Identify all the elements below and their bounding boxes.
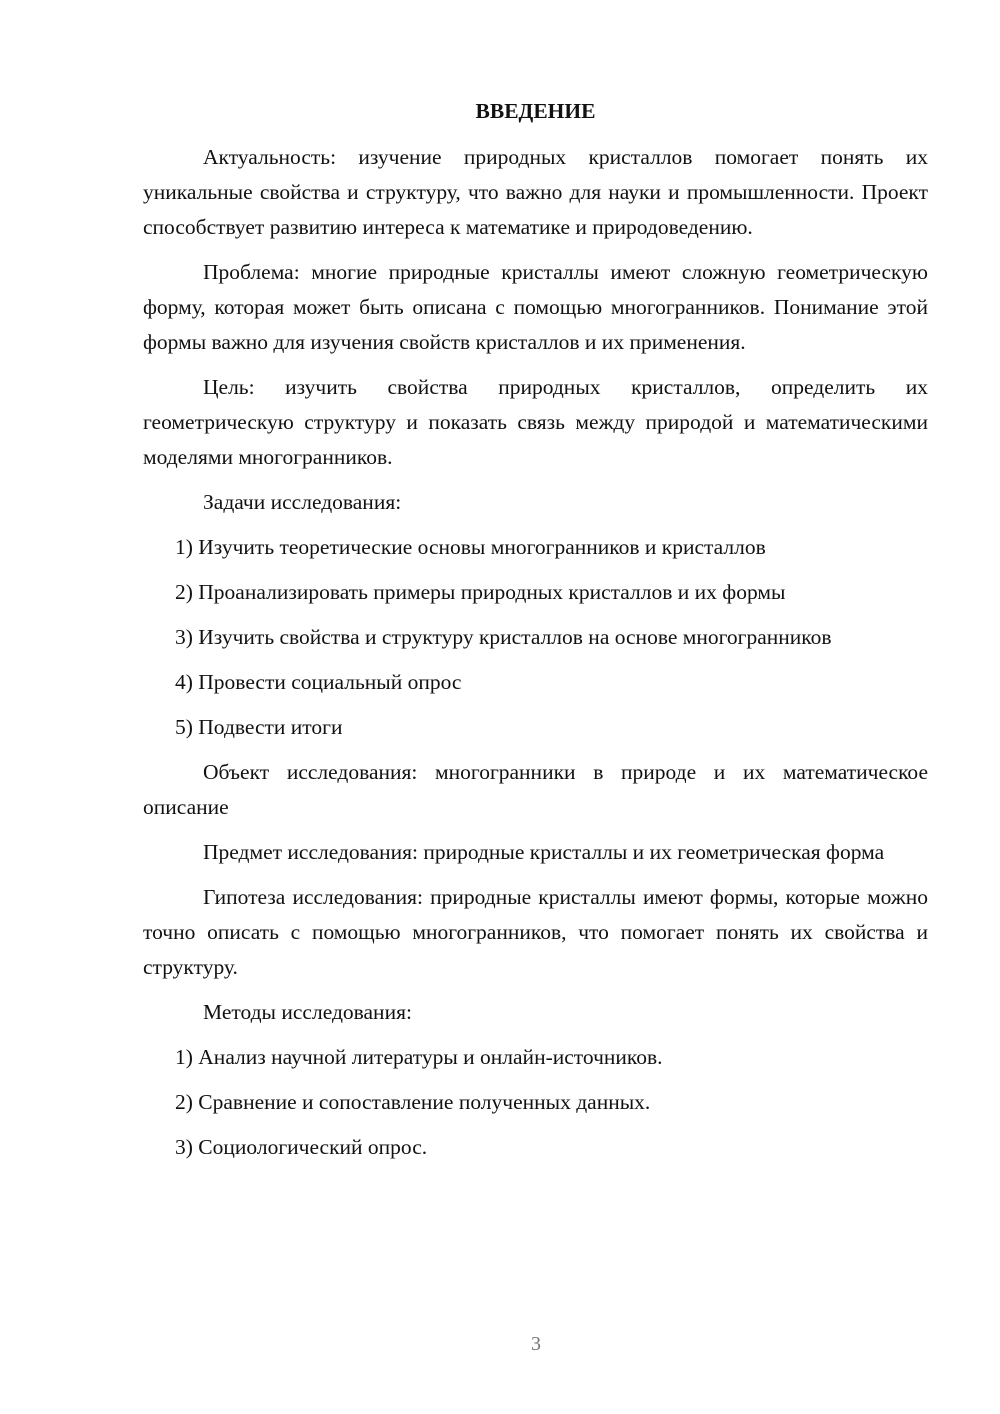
paragraph-methods-heading: Методы исследования: <box>203 1000 412 1024</box>
task-item-4: 4) Провести социальный опрос <box>175 670 462 694</box>
method-item-2: 2) Сравнение и сопоставление полученных данных. <box>175 1090 651 1114</box>
paragraph-hypothesis: Гипотеза исследования: природные кристаллы имеют формы, которые можно точно описать с помощью многогранников, что помогает понять их свойства и структуру. <box>143 885 928 979</box>
paragraph-relevance: Актуальность: изучение природных кристаллов помогает понять их уникальные свойства и структуру, что важно для науки и промышленности. Проект способствует развитию интереса к математике и природоведению. <box>143 145 928 239</box>
method-item-3: 3) Социологический опрос. <box>175 1135 428 1159</box>
task-item-1: 1) Изучить теоретические основы многогранников и кристаллов <box>175 535 766 559</box>
paragraph-problem: Проблема: многие природные кристаллы имеют сложную геометрическую форму, которая может быть описана с помощью многогранников. Понимание этой формы важно для изучения свойств кристаллов и их применения. <box>143 260 928 354</box>
task-item-2: 2) Проанализировать примеры природных кристаллов и их формы <box>175 580 786 604</box>
task-item-5: 5) Подвести итоги <box>175 715 343 739</box>
paragraph-subject: Предмет исследования: природные кристаллы и их геометрическая форма <box>203 840 885 864</box>
method-item-1: 1) Анализ научной литературы и онлайн-источников. <box>175 1045 663 1069</box>
paragraph-object: Объект исследования: многогранники в природе и их математическое описание <box>143 760 928 819</box>
page-title: ВВЕДЕНИЕ <box>475 99 596 123</box>
page-number: 3 <box>531 1333 541 1355</box>
paragraph-goal: Цель: изучить свойства природных кристаллов, определить их геометрическую структуру и показать связь между природой и математическими моделями многогранников. <box>143 375 928 469</box>
document-page <box>143 92 928 1175</box>
task-item-3: 3) Изучить свойства и структуру кристаллов на основе многогранников <box>175 625 832 649</box>
paragraph-tasks-heading: Задачи исследования: <box>203 490 402 514</box>
